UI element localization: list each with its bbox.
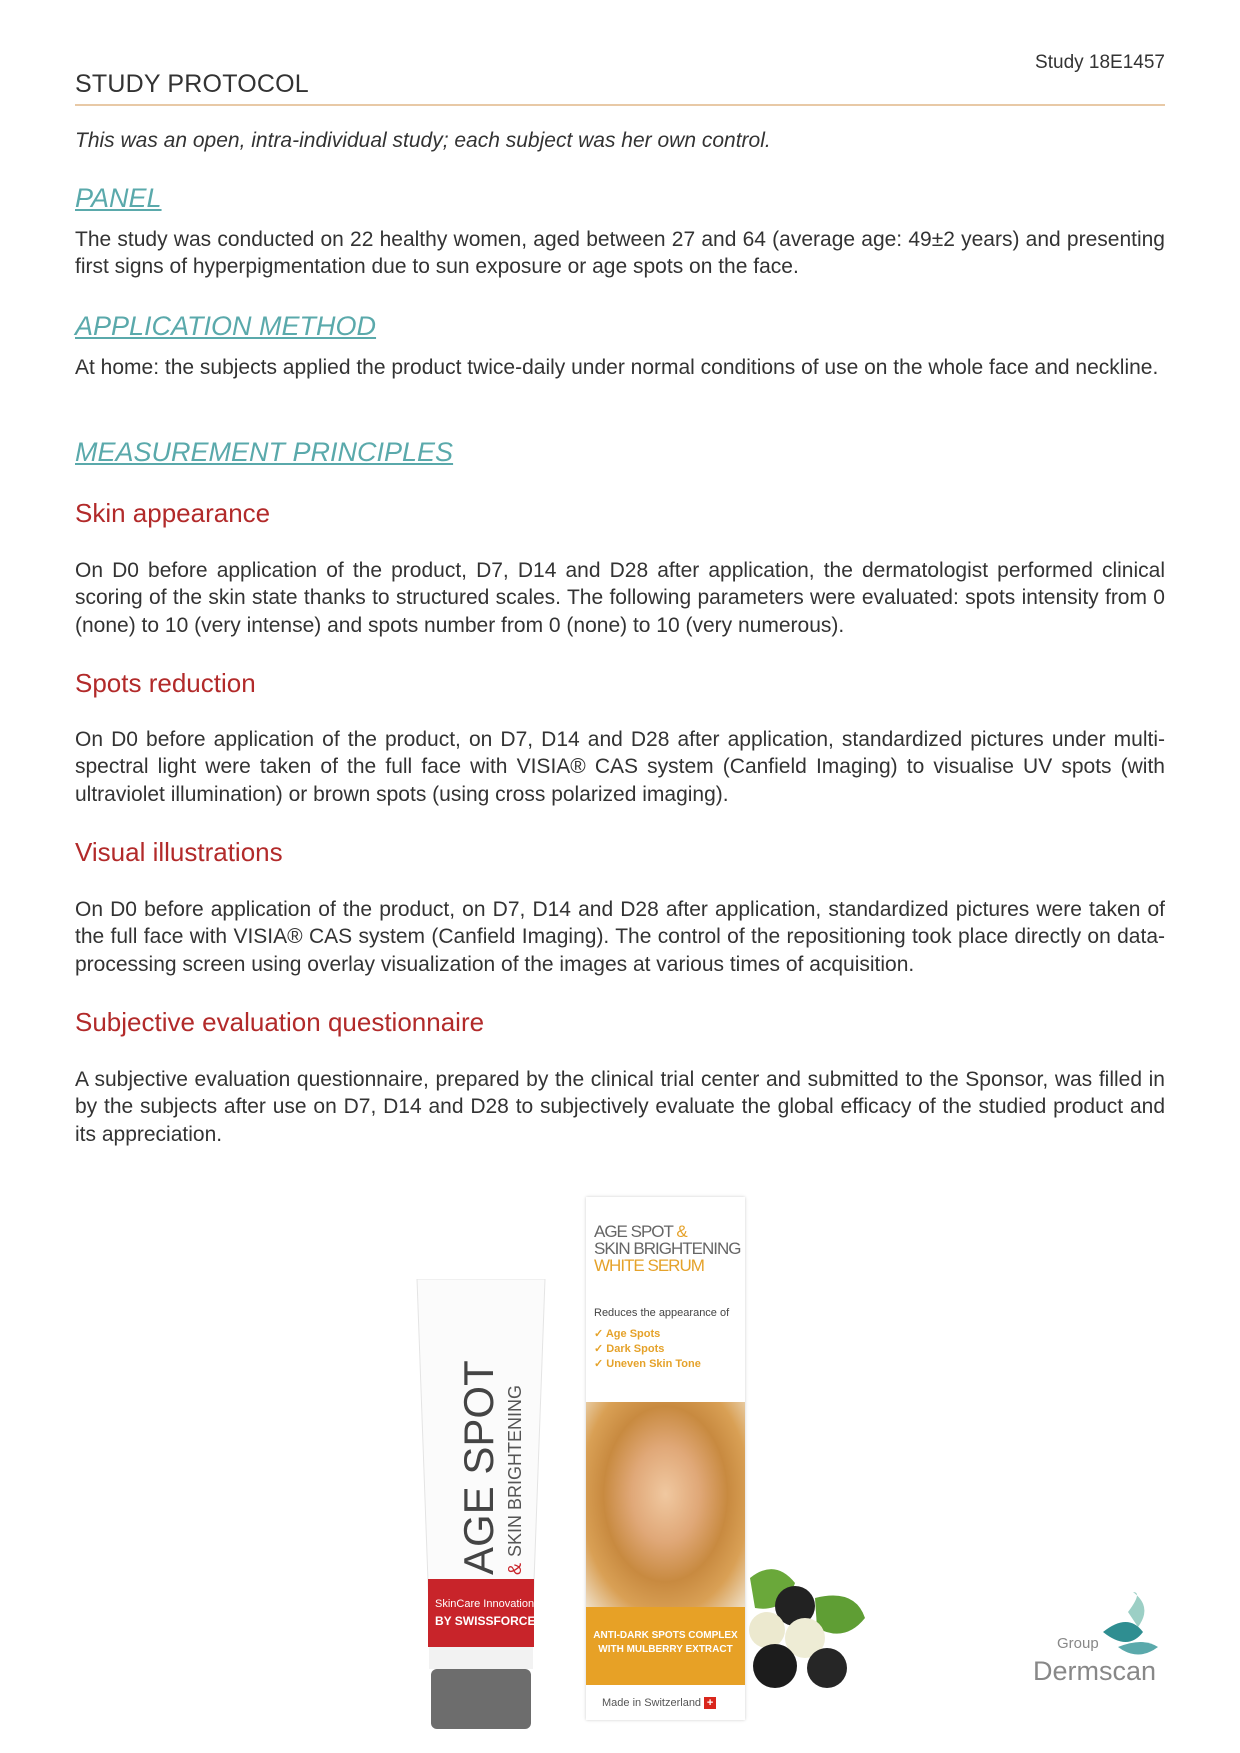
box-reduces-label: Reduces the appearance of [594,1307,730,1319]
application-heading: APPLICATION METHOD [75,311,377,341]
spots-reduction-text: On D0 before application of the product, on D7, D14 and D28 after application, standardized pictures under multi-spectral light were taken of the full face with VISIA® CAS system (Canfield Imaging) to visualise UV spots (with ultraviolet illumination) or brown spots (using cross polarized imaging). [75,728,1165,806]
header-divider [75,104,1165,106]
model-face-photo [586,1402,745,1607]
application-text: At home: the subjects applied the product twice-daily under normal conditions of use on the whole face and neckline. [75,356,1159,379]
swiss-flag-icon: + [704,1697,716,1709]
tube-brand-line1: SkinCare Innovation [435,1598,535,1610]
visual-illustrations-heading: Visual illustrations [75,837,283,867]
product-tube-image [415,1279,547,1731]
logo-name-text: Dermscan [1033,1656,1157,1682]
box-title: AGE SPOT & SKIN BRIGHTENING WHITE SERUM [594,1222,741,1275]
skin-appearance-heading: Skin appearance [75,498,271,528]
dermscan-logo [1033,1592,1165,1682]
study-id: Study 18E1457 [1035,52,1165,73]
tube-subtitle: &SKIN BRIGHTENING [505,1384,525,1575]
page-title: STUDY PROTOCOL [75,70,309,98]
panel-heading: PANEL [75,183,162,213]
intro-text: This was an open, intra-individual study; each subject was her own control. [75,129,771,152]
logo-group-text: Group [1057,1635,1099,1652]
measurement-heading: MEASUREMENT PRINCIPLES [75,437,454,467]
panel-text: The study was conducted on 22 healthy women, aged between 27 and 64 (average age: 49±2 years) and presenting first signs of hyperpigmentation due to sun exposure or age spots on the face. [75,228,1165,279]
visual-illustrations-text: On D0 before application of the product, on D7, D14 and D28 after application, standardized pictures were taken of the full face with VISIA® CAS system (Canfield Imaging). The control of the repositioning took place directly on data-processing screen using overlay visualization of the images at various times of acquisition. [75,898,1165,976]
box-benefits [594,1327,701,1372]
product-box-image [586,1197,745,1720]
made-in-label: Made in Switzerland + [602,1697,716,1709]
benefit-item: ✓ Uneven Skin Tone [594,1358,701,1370]
box-band: ANTI-DARK SPOTS COMPLEX WITH MULBERRY EXTRACT [586,1607,745,1685]
skin-appearance-text: On D0 before application of the product, D7, D14 and D28 after application, the dermatologist performed clinical scoring of the skin state thanks to structured scales. The following parameters were evaluated: spots intensity from 0 (none) to 10 (very intense) and spots number from 0 (none) to 10 (very numerous). [75,559,1165,637]
mulberry-image [745,1558,871,1692]
benefit-item: ✓ Dark Spots [594,1343,665,1355]
benefit-item: ✓ Age Spots [594,1328,661,1340]
spots-reduction-heading: Spots reduction [75,668,256,698]
questionnaire-heading: Subjective evaluation questionnaire [75,1007,485,1037]
tube-title: AGE SPOT [455,1360,502,1575]
questionnaire-text: A subjective evaluation questionnaire, prepared by the clinical trial center and submitted to the Sponsor, was filled in by the subjects after use on D7, D14 and D28 to subjectively evaluate the global efficacy of the studied product and its appreciation. [75,1068,1165,1146]
tube-brand-line2: BY SWISSFORCE [435,1614,536,1628]
